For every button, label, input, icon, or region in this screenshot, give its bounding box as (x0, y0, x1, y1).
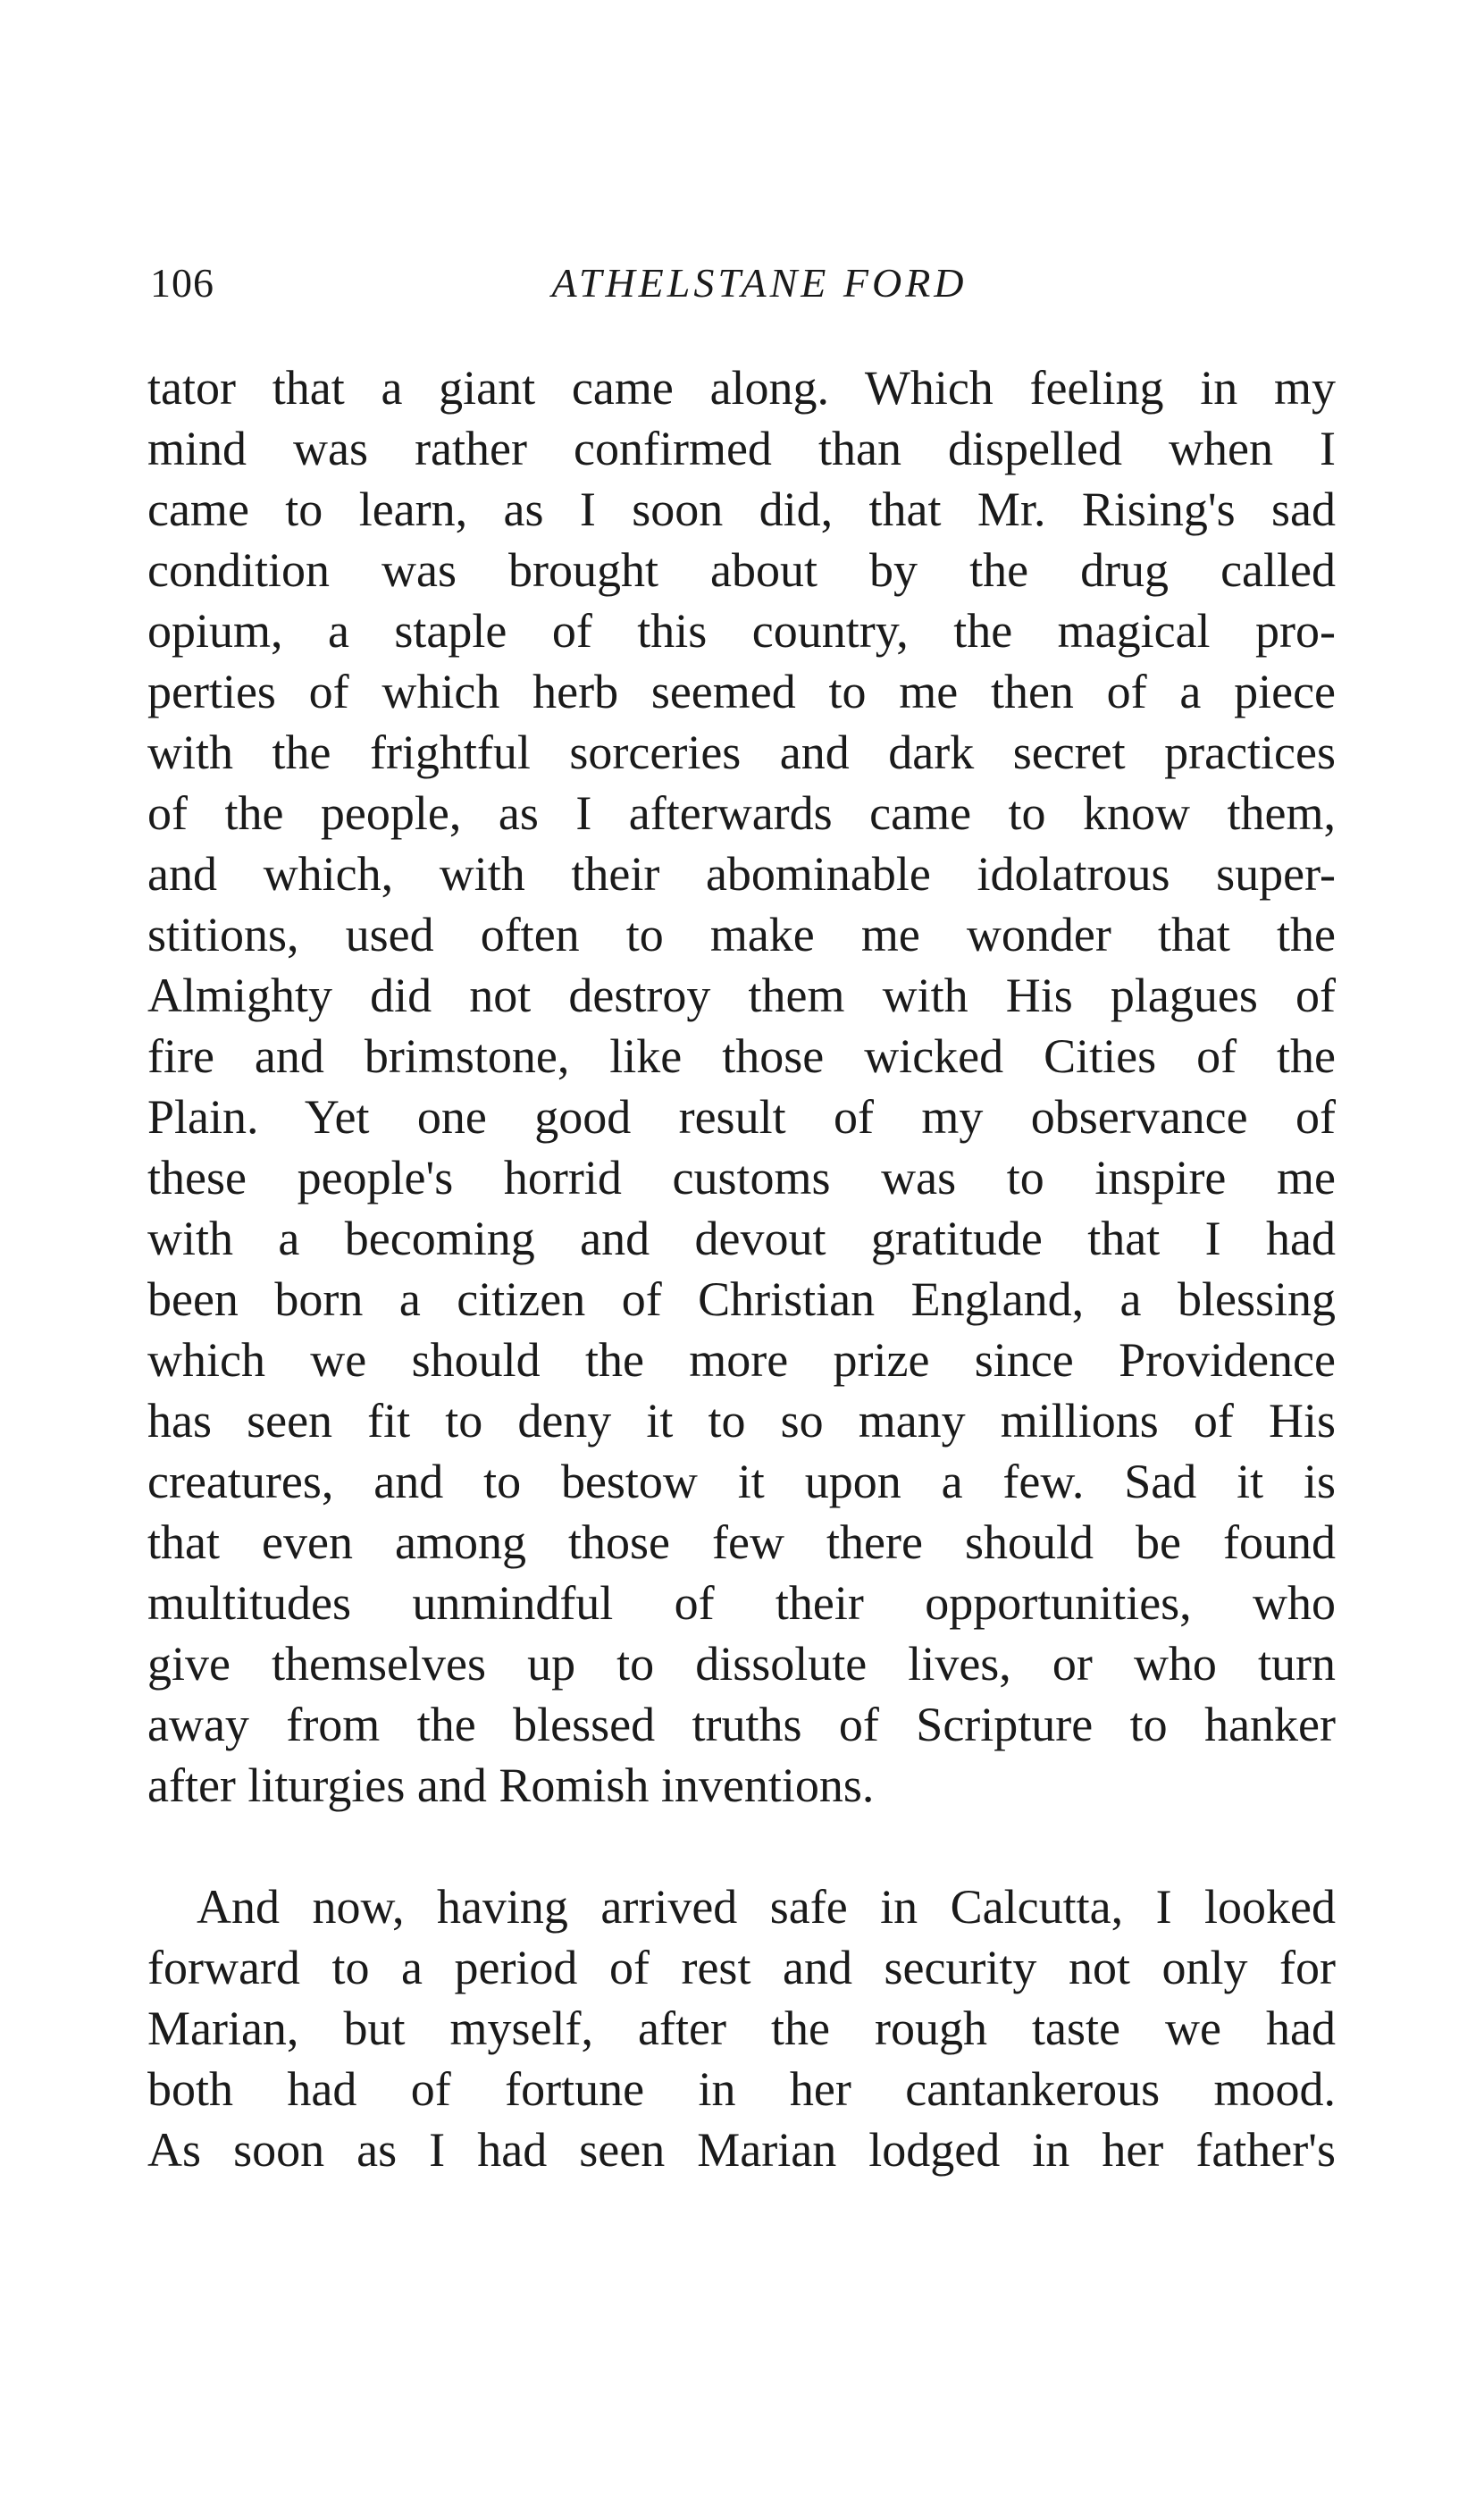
text-line: which we should the more prize since Providence (147, 1333, 1336, 1387)
text-line: has seen fit to deny it to so many millions of His (147, 1394, 1336, 1448)
text-line: stitions, used often to make me wonder that the (147, 908, 1336, 961)
text-line: away from the blessed truths of Scripture to hanker (147, 1698, 1336, 1751)
text-line: and which, with their abominable idolatrous super- (147, 847, 1336, 901)
text-line: tator that a giant came along. Which feeling in my (147, 361, 1336, 415)
paragraph-gap (147, 1816, 1336, 1876)
text-line: condition was brought about by the drug called (147, 543, 1336, 597)
text-line: And now, having arrived safe in Calcutta, I looked (197, 1880, 1336, 1934)
text-line: As soon as I had seen Marian lodged in her father's (147, 2123, 1336, 2177)
text-line: Marian, but myself, after the rough taste we had (147, 2002, 1336, 2055)
paragraph-1 (147, 357, 1336, 1816)
text-line: both had of fortune in her cantankerous mood. (147, 2062, 1336, 2116)
text-line: forward to a period of rest and security not only for (147, 1941, 1336, 1994)
running-head (150, 259, 1333, 313)
text-line: of the people, as I afterwards came to know them, (147, 786, 1336, 840)
text-line: give themselves up to dissolute lives, or who turn (147, 1637, 1336, 1691)
text-line: opium, a staple of this country, the magical pro- (147, 604, 1336, 658)
text-line: came to learn, as I soon did, that Mr. Rising's sad (147, 483, 1336, 536)
text-line: with a becoming and devout gratitude that I had (147, 1212, 1336, 1265)
text-line: after liturgies and Romish inventions. (147, 1758, 875, 1812)
text-line: mind was rather confirmed than dispelled when I (147, 422, 1336, 475)
text-line: that even among those few there should be found (147, 1515, 1336, 1569)
page-number: 106 (150, 260, 214, 306)
text-line: been born a citizen of Christian England, a blessing (147, 1272, 1336, 1326)
text-line: perties of which herb seemed to me then of a piece (147, 665, 1336, 718)
text-line: fire and brimstone, like those wicked Cities of the (147, 1029, 1336, 1083)
running-title: ATHELSTANE FORD (551, 260, 968, 306)
text-line: multitudes unmindful of their opportunities, who (147, 1576, 1336, 1630)
text-line: these people's horrid customs was to inspire me (147, 1151, 1336, 1204)
text-line: Almighty did not destroy them with His plagues of (147, 969, 1336, 1022)
text-line: creatures, and to bestow it upon a few. Sad it is (147, 1455, 1336, 1508)
text-line: with the frightful sorceries and dark secret practices (147, 726, 1336, 779)
body-text (147, 357, 1336, 2180)
paragraph-2 (147, 1876, 1336, 2180)
text-line: Plain. Yet one good result of my observance of (147, 1090, 1336, 1144)
